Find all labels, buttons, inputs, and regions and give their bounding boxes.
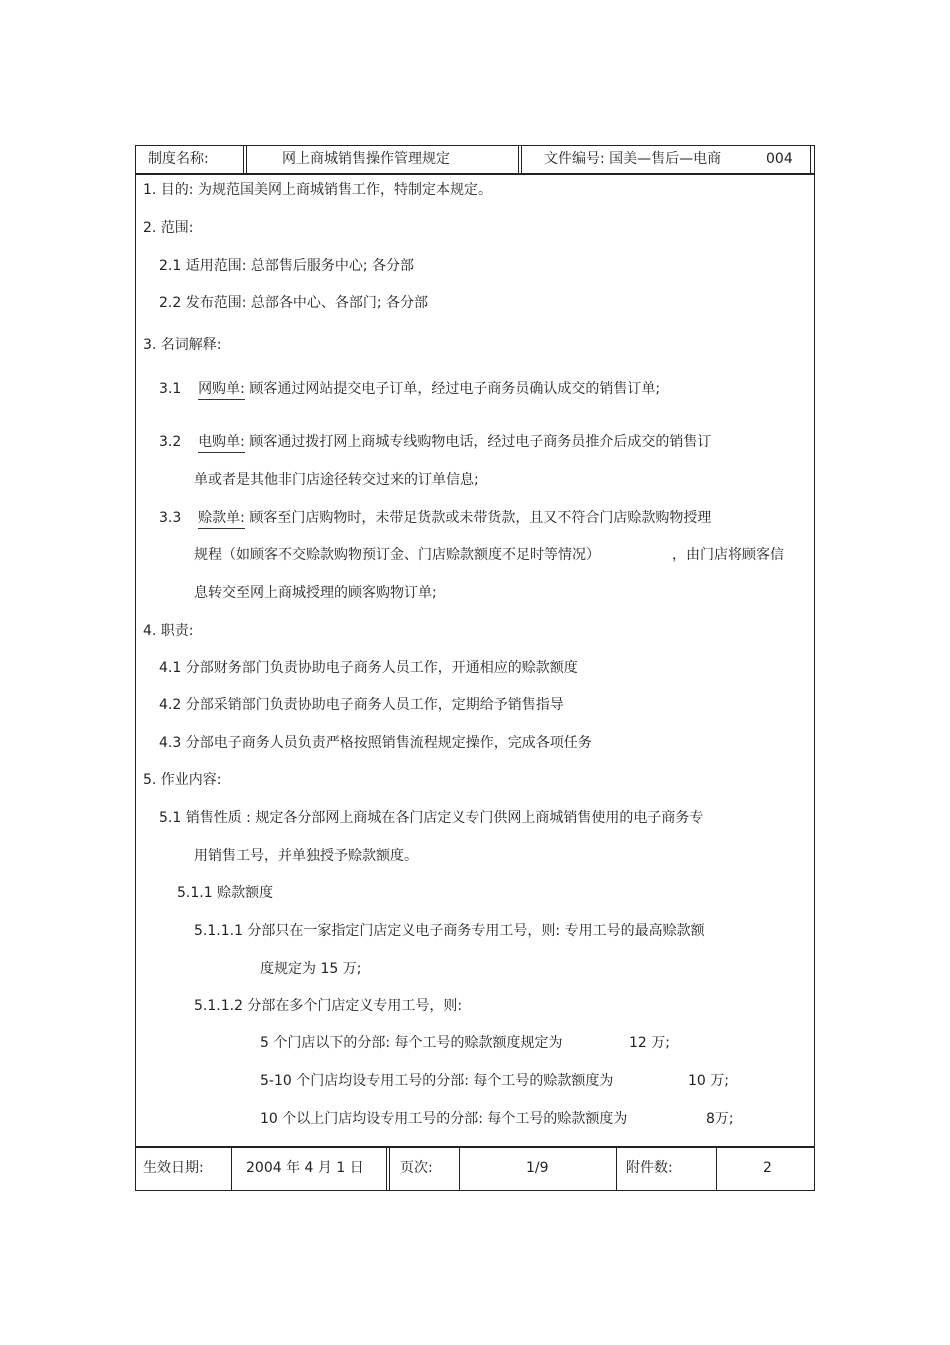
footer-row	[136, 1146, 814, 1190]
document-frame	[135, 145, 815, 1191]
rule-row-2-value: 10 万;	[688, 1073, 729, 1089]
section-3-3-cont2: 息转交至网上商城授理的顾客购物订单;	[194, 585, 437, 601]
attachments-label: 附件数:	[626, 1160, 673, 1176]
term-label: 赊款单:	[198, 510, 245, 529]
section-5-1-1-1: 5.1.1.1 分部只在一家指定门店定义电子商务专用工号，则: 专用工号的最高赊款额	[194, 923, 705, 939]
item-number: 3.3	[159, 510, 182, 526]
section-5-1-1-1-cont: 度规定为 15 万;	[260, 961, 362, 977]
section-2-2: 2.2 发布范围: 总部各中心、各部门; 各分部	[159, 295, 429, 311]
section-5-1-1-2: 5.1.1.2 分部在多个门店定义专用工号，则:	[194, 998, 463, 1014]
section-3-1	[159, 379, 660, 399]
section-3-3	[159, 508, 711, 528]
rule-row-2-text: 5-10 个门店均设专用工号的分部: 每个工号的赊款额度为	[260, 1073, 614, 1089]
rule-row-3-text: 10 个以上门店均设专用工号的分部: 每个工号的赊款额度为	[260, 1111, 628, 1127]
section-3: 3. 名词解释:	[143, 337, 222, 353]
section-3-2	[159, 432, 711, 452]
divider	[518, 146, 519, 173]
page-label: 页次:	[400, 1160, 433, 1176]
item-number: 3.1	[159, 381, 182, 397]
attachments-value: 2	[763, 1160, 772, 1176]
section-4-2: 4.2 分部采销部门负责协助电子商务人员工作，定期给予销售指导	[159, 697, 564, 713]
effective-date-label: 生效日期:	[143, 1160, 204, 1176]
effective-date-value: 2004 年 4 月 1 日	[246, 1160, 364, 1176]
divider	[459, 1148, 460, 1190]
divider	[521, 146, 522, 173]
divider	[246, 146, 247, 173]
item-number: 3.2	[159, 434, 182, 450]
doc-number-label: 文件编号: 国美—售后—电商	[544, 151, 722, 167]
section-4: 4. 职责:	[143, 623, 194, 639]
divider	[231, 1148, 232, 1190]
divider	[716, 1148, 717, 1190]
rule-row-1-text: 5 个门店以下的分部: 每个工号的赊款额度规定为	[260, 1035, 563, 1051]
header-row	[136, 146, 814, 175]
title-label: 制度名称:	[148, 151, 209, 167]
section-5-1: 5.1 销售性质 : 规定各分部网上商城在各门店定义专门供网上商城销售使用的电子商务专	[159, 810, 704, 826]
section-2: 2. 范围:	[143, 220, 194, 236]
section-3-3-cont1: 规程（如顾客不交赊款购物预订金、门店赊款额度不足时等情况）	[194, 547, 600, 563]
section-5-1-cont: 用销售工号，并单独授予赊款额度。	[194, 848, 418, 864]
section-1: 1. 目的: 为规范国美网上商城销售工作，特制定本规定。	[143, 182, 492, 198]
term-label: 网购单:	[198, 381, 245, 400]
term-label: 电购单:	[198, 434, 245, 453]
rule-row-1-value: 12 万;	[629, 1035, 670, 1051]
doc-number-value: 004	[766, 151, 793, 167]
section-3-3-cont1b: ，由门店将顾客信	[672, 547, 784, 563]
section-3-2-cont: 单或者是其他非门店途径转交过来的订单信息;	[194, 472, 479, 488]
section-4-1: 4.1 分部财务部门负责协助电子商务人员工作，开通相应的赊款额度	[159, 660, 578, 676]
divider	[243, 146, 244, 173]
term-definition: 顾客通过网站提交电子订单，经过电子商务员确认成交的销售订单;	[249, 381, 661, 397]
section-5-1-1: 5.1.1 赊款额度	[177, 885, 274, 901]
divider	[616, 1148, 617, 1190]
title-value: 网上商城销售操作管理规定	[282, 151, 450, 167]
page-value: 1/9	[526, 1160, 549, 1176]
divider	[386, 1148, 387, 1190]
divider	[389, 1148, 390, 1190]
rule-row-3-value: 8万;	[706, 1111, 734, 1127]
term-definition: 顾客通过拨打网上商城专线购物电话，经过电子商务员推介后成交的销售订	[249, 434, 712, 450]
divider	[810, 146, 811, 173]
term-definition: 顾客至门店购物时，未带足货款或未带货款，且又不符合门店赊款购物授理	[249, 510, 712, 526]
section-4-3: 4.3 分部电子商务人员负责严格按照销售流程规定操作，完成各项任务	[159, 735, 592, 751]
section-2-1: 2.1 适用范围: 总部售后服务中心; 各分部	[159, 258, 415, 274]
section-5: 5. 作业内容:	[143, 772, 222, 788]
